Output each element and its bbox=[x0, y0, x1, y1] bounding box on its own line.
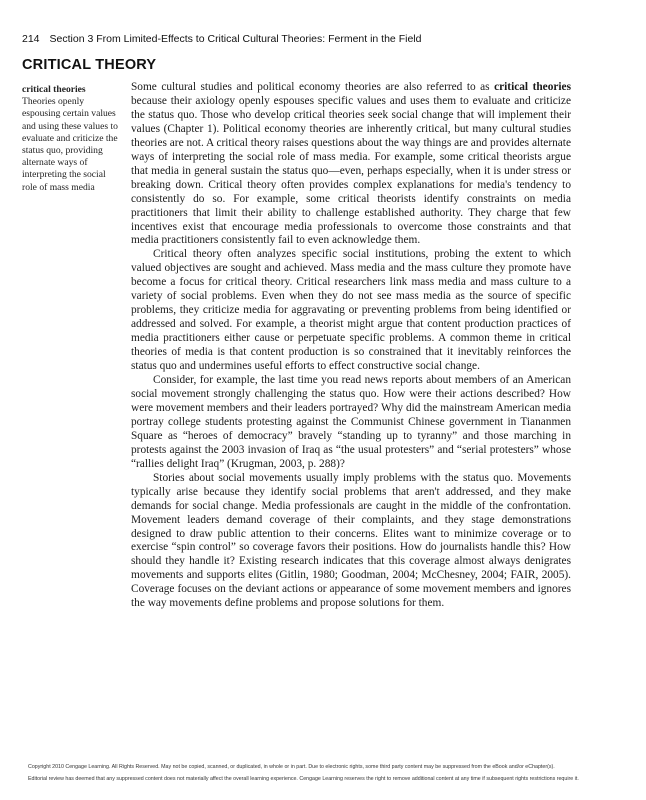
page-number: 214 bbox=[22, 33, 40, 45]
margin-term: critical theories bbox=[22, 84, 86, 95]
paragraph-1-rest: because their axiology openly espouses specific values and uses them to evaluate and criticize the status quo. Those who develop critical theories seek social change that will implement their values (Chapter 1). Political economy theories are inherently critical, but many cultural studies theories are not. A critical theory raises questions about the way things are and provides alternate ways of interpreting the social role of mass media. For example, some critical theorists argue that media in general sustain the status quo—even, perhaps especially, when it is under stress or breaking down. Critical theory often provides complex explanations for media's tendency to consistently do so. For example, some critical theorists identify constraints on media practitioners that limit their ability to challenge established authority. They charge that few incentives exist that encourage media professionals to overcome those constraints and that media practitioners consistently fail to even acknowledge them. bbox=[131, 94, 571, 247]
section-heading: CRITICAL THEORY bbox=[22, 57, 157, 73]
paragraph-2: Critical theory often analyzes specific social institutions, probing the extent to which valued objectives are sought and achieved. Mass media and the mass culture they promote have become a focus for critical theory. Critical researchers link mass media and mass culture to a variety of social problems. Even when they do not see mass media as the source of specific problems, they criticize media for aggravating or preventing problems from being identified or addressed and solved. For example, a theorist might argue that content production practices of media practitioners either cause or perpetuate specific problems. A common theme in critical theories of media is that content production is so constrained that it inevitably reinforces the status quo and undermines useful efforts to effect constructive social change. bbox=[131, 248, 571, 373]
paragraph-1-lead: Some cultural studies and political economy theories are also referred to as bbox=[131, 81, 495, 93]
body-text bbox=[131, 81, 571, 611]
running-header bbox=[22, 33, 622, 45]
margin-definition bbox=[22, 84, 122, 194]
paragraph-4: Stories about social movements usually imply problems with the status quo. Movements typically arise because they identify social problems that aren't addressed, and they make demands for social change. Media professionals are caught in the middle of the confrontation. Movement leaders demand coverage of their complaints, and they stage demonstrations designed to draw public attention to their concerns. Elites want to minimize coverage or to exercise “spin control” so coverage favors their positions. How do journalists handle this? How should they handle it? Existing research indicates that this coverage almost always denigrates movements and supports elites (Gitlin, 1980; Goodman, 2004; McChesney, 2004; FAIR, 2005). Coverage focuses on the deviant actions or appearance of some movement members and ignores the way movements define problems and propose solutions for them. bbox=[131, 471, 571, 610]
copyright-line: Copyright 2010 Cengage Learning. All Rights Reserved. May not be copied, scanned, or duplicated, in whole or in part. Due to electronic rights, some third party content may be suppressed from the eBook and/or eChapter(s). bbox=[28, 764, 555, 770]
margin-definition-text: Theories openly espousing certain values and using these values to evaluate and criticize the status quo, providing alternate ways of interpreting the social role of mass media bbox=[22, 96, 118, 193]
running-title: Section 3 From Limited-Effects to Critical Cultural Theories: Ferment in the Field bbox=[49, 33, 422, 45]
paragraph-3: Consider, for example, the last time you read news reports about members of an American social movement strongly challenging the status quo. How were their actions described? How were movement members and their leaders portrayed? Why did the mainstream American media portray college students protesting against the Communist Chinese government in Tiananmen Square as “heroes of democracy” bravely “standing up to tyranny” and those marching in protests against the 2003 invasion of Iraq as “the usual protesters” and “serial protesters” whose “rallies delight Iraq” (Krugman, 2003, p. 288)? bbox=[131, 374, 571, 470]
key-term: critical theories bbox=[494, 81, 571, 93]
editorial-notice: Editorial review has deemed that any suppressed content does not materially affect the overall learning experience. Cengage Learning reserves the right to remove additional content at any time if subsequent rights restrictions require it. bbox=[28, 776, 579, 782]
paragraph-1 bbox=[131, 81, 571, 248]
